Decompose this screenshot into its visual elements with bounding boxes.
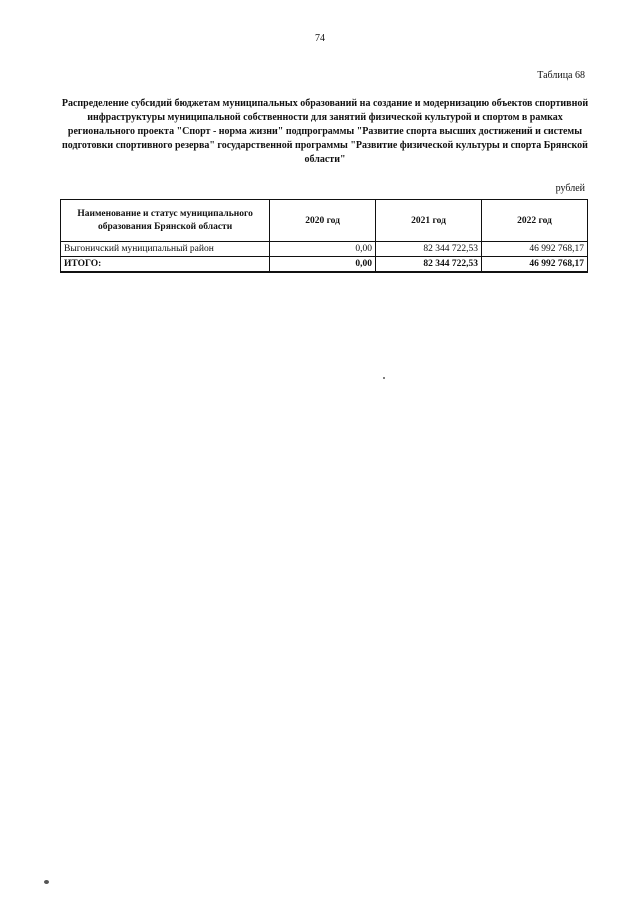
table-label: Таблица 68 [537,70,585,81]
total-2022: 46 992 768,17 [482,257,588,273]
scan-speck [44,880,49,884]
cell-municipality: Выгоничский муниципальный район [61,242,270,257]
header-2020: 2020 год [270,200,376,242]
cell-2021: 82 344 722,53 [376,242,482,257]
unit-label: рублей [555,183,585,194]
cell-2022: 46 992 768,17 [482,242,588,257]
subsidy-table [60,199,588,273]
header-2022: 2022 год [482,200,588,242]
header-municipality: Наименование и статус муниципального образования Брянской области [61,200,270,242]
scan-speck [383,377,385,379]
total-label: ИТОГО: [61,257,270,273]
document-title: Распределение субсидий бюджетам муниципальных образований на создание и модернизацию объектов спортивной инфраструктуры муниципальной собственности для занятий физической культурой и спортом в рамках регионального проекта "Спорт - норма жизни" подпрограммы "Развитие спорта высших достижений и системы подготовки спортивного резерва" государственной программы "Развитие физической культуры и спорта Брянской области" [61,98,589,165]
cell-2020: 0,00 [270,242,376,257]
table-row [61,242,588,257]
table-total-row [61,257,588,273]
table-header-row [61,200,588,242]
total-2020: 0,00 [270,257,376,273]
header-2021: 2021 год [376,200,482,242]
page-number: 74 [315,33,325,44]
total-2021: 82 344 722,53 [376,257,482,273]
